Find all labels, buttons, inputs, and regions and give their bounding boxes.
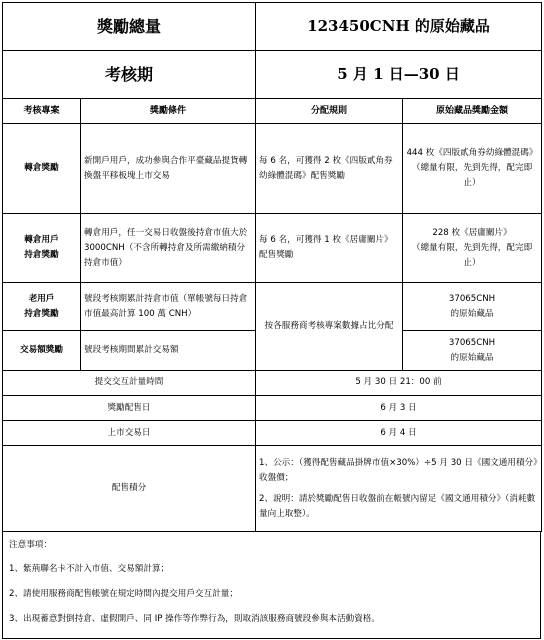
row8-item-formula: 1、公示：（獲得配售藏品掛牌市值×30%）÷5 月 30 日《國文通用積分》收盤價；: [259, 457, 538, 483]
row-submit-time: [3, 370, 542, 395]
row1-amount-qty: 444 枚《四版貳角券幼綠體混碼》: [406, 148, 538, 159]
note-1: 1、紫荊聯名卡不計入市值、交易額計算；: [9, 564, 170, 574]
row5-label: 提交交互計量時間: [3, 370, 256, 395]
col-header-rules: 分配規則: [256, 99, 403, 124]
reward-total-label: 獎勵總量: [3, 3, 256, 51]
row-transfer-reward: [3, 124, 542, 214]
row3-amount-unit: 的原始藏品: [450, 308, 494, 319]
row-listing-date: [3, 421, 542, 446]
row3-name-line1: 老用戶: [28, 293, 55, 304]
row7-value: 6 月 4 日: [256, 421, 542, 446]
row2-name: [3, 214, 81, 283]
row5-value: 5 月 30 日 21：00 前: [256, 370, 542, 395]
row1-rule: 每 6 名，可獲得 2 枚《四版貳角券幼綠體混碼》配售獎勵: [256, 124, 403, 214]
row3-rule: 按各服務商考核專案數據占比分配: [256, 283, 403, 371]
notes-title: 注意事項：: [9, 540, 52, 550]
row7-label: 上市交易日: [3, 421, 256, 446]
col-header-conditions: 獎勵條件: [81, 99, 256, 124]
reward-total-value: 123450CNH 的原始藏品: [256, 3, 542, 51]
period-label: 考核期: [3, 51, 256, 99]
row2-amount-qty: 228 枚《居庸關片》: [432, 227, 512, 238]
row3-condition: 號段考核期累計持倉市值（單帳號每日持倉市值最高計算 100 萬 CNH）: [81, 283, 256, 331]
header-row-total: [3, 3, 542, 51]
column-header-row: [3, 99, 542, 124]
header-row-period: [3, 51, 542, 99]
row3-amount: [403, 283, 542, 331]
row-allotment-date: [3, 396, 542, 421]
row2-rule: 每 6 名，可獲得 1 枚《居庸關片》配售獎勵: [256, 214, 403, 283]
row3-amount-value: 37065CNH: [448, 293, 496, 304]
row8-content: [256, 446, 542, 532]
row4-name: 交易額獎勵: [3, 331, 81, 371]
row4-amount-unit: 的原始藏品: [450, 352, 494, 363]
row8-item-explanation: 2、說明：請於獎勵配售日收盤前在帳號內留足《國文通用積分》（消耗數量向上取整）。: [259, 493, 536, 519]
note-3: 3、出現蓄意對倒持倉、虛假開戶、同 IP 操作等作弊行為，則取消該服務商號段參與本活動資格。: [9, 614, 380, 624]
col-header-criteria: 考核專案: [3, 99, 81, 124]
row4-amount: [403, 331, 542, 371]
period-value: 5 月 1 日—30 日: [256, 51, 542, 99]
reward-table: [2, 2, 542, 532]
row1-condition: 新開戶用戶，成功參與合作平臺藏品提貨轉換盤平移板塊上市交易: [81, 124, 256, 214]
row6-label: 獎勵配售日: [3, 396, 256, 421]
row4-amount-value: 37065CNH: [448, 337, 496, 348]
notes-section: [2, 532, 541, 639]
row2-name-line1: 轉倉用戶: [24, 235, 59, 246]
row1-amount-note: （總量有限，先到先得，配完即止）: [411, 163, 533, 189]
row3-name-line2: 持倉獎勵: [24, 308, 59, 319]
row-transfer-holding: [3, 214, 542, 283]
row4-condition: 號段考核期間累計交易額: [81, 331, 256, 371]
row2-amount: [403, 214, 542, 283]
row8-label: 配售積分: [3, 446, 256, 532]
note-2: 2、請使用服務商配售帳號在規定時間內提交用戶交互計量；: [9, 589, 238, 599]
row1-name: 轉倉獎勵: [3, 124, 81, 214]
row6-value: 6 月 3 日: [256, 396, 542, 421]
col-header-amount: 原始藏品獎勵金額: [403, 99, 542, 124]
row3-name: [3, 283, 81, 331]
row1-amount: [403, 124, 542, 214]
row2-amount-note: （總量有限，先到先得，配完即止）: [411, 242, 533, 268]
row-old-user-holding: [3, 283, 542, 331]
row2-condition: 轉倉用戶，任一交易日收盤後持倉市值大於 3000CNH（不含所轉持倉及所需繳納積分持倉市值）: [81, 214, 256, 283]
row2-name-line2: 持倉獎勵: [24, 250, 59, 261]
row-allotment-points: [3, 446, 542, 532]
